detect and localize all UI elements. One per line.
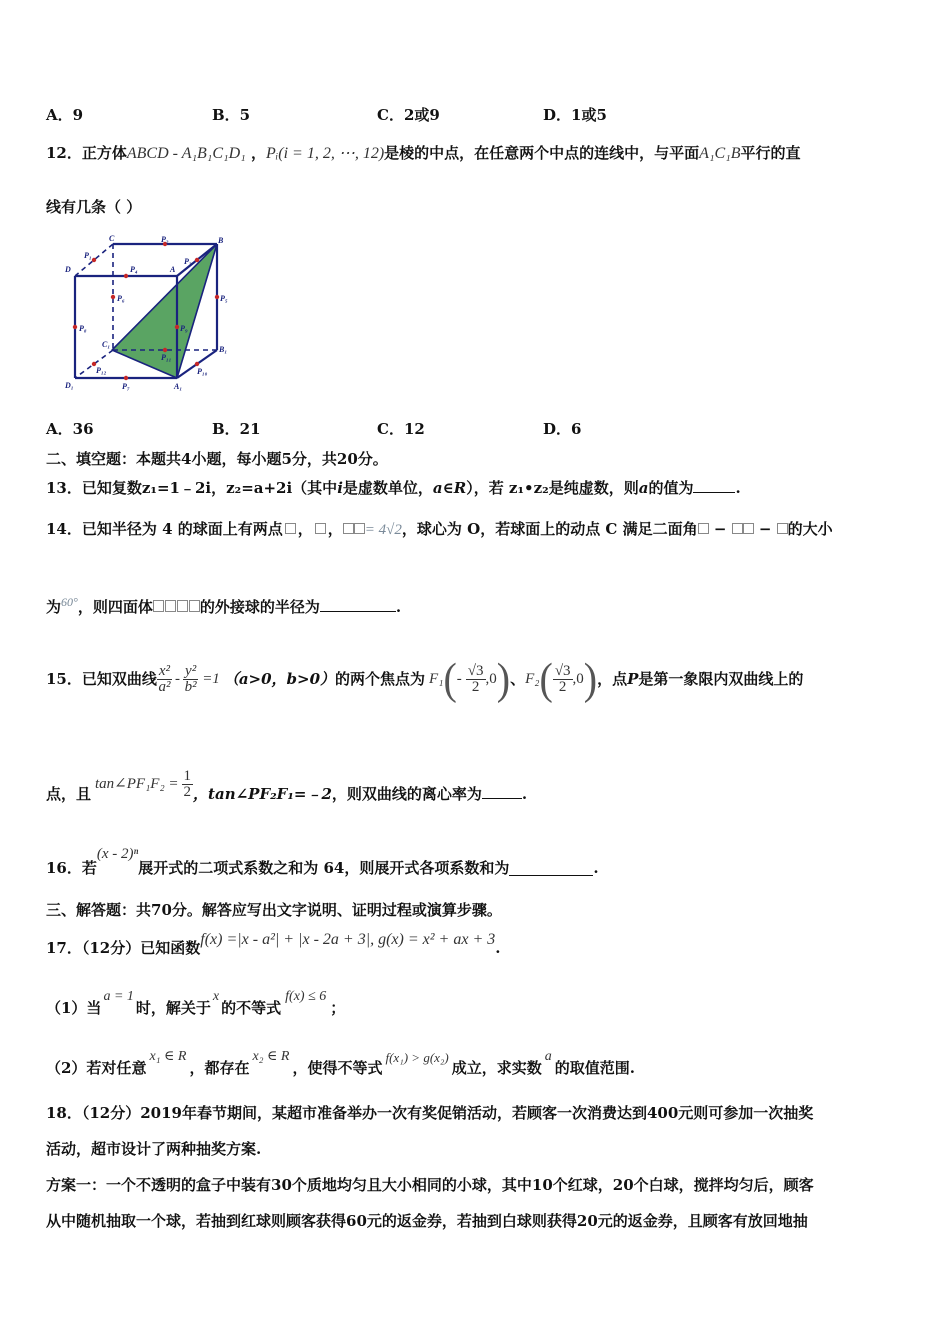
q15-paren-open-2: (: [539, 653, 553, 704]
q12-pi: Pᵢ(i = 1, 2, ⋯, 12): [265, 145, 385, 162]
q15-text-b: 的两个焦点为: [335, 669, 426, 688]
q15-paren-open-1: (: [443, 653, 457, 704]
q15-paren-close-2: ): [583, 653, 598, 704]
q12-line1: 12．正方体ABCD - A₁B₁C₁D₁ ，Pᵢ(i = 1, 2, ⋯, 12)是棱的中点，在任意两个中点的连线中，与平面A₁C₁B平行的直: [46, 144, 801, 162]
q17-p1-end: ；: [330, 999, 346, 1017]
q11-option-b: B．5: [212, 106, 251, 124]
q12-suffix: 平行的直: [740, 144, 801, 162]
q13-text-c: ），若 z₁•z₂是纯虚数，则: [466, 479, 639, 497]
q14-line2-c: 的外接球的半径为: [199, 598, 320, 616]
section-3-heading: 三、解答题：共70分。解答应写出文字说明、证明过程或演算步骤。: [46, 901, 502, 919]
q15-f2: F₂: [525, 670, 540, 687]
q17-p1-cond: a = 1: [103, 989, 134, 1004]
q13-i: i: [337, 479, 343, 497]
q12-option-d: D．6: [543, 420, 582, 438]
fig-label-P1: P₁: [84, 251, 92, 260]
q14-line1: [46, 522, 833, 538]
q11-option-d: D．1或5: [543, 106, 607, 124]
q17-p2-b: ，都存在: [189, 1059, 250, 1077]
q15-minus: -: [175, 670, 181, 687]
q17-p2-ineq: f(x₁) > g(x₂): [385, 1050, 449, 1065]
q14-tet-box-4: [189, 600, 200, 612]
fig-label-A1: A₁: [174, 382, 183, 391]
q17-p2-a-var: a: [544, 1049, 552, 1064]
q17-p2-d: 成立，求实数: [451, 1059, 542, 1077]
q14-line2-b: ，则四面体: [77, 598, 153, 616]
q15-frac-y: [183, 664, 198, 695]
q15-end: .: [521, 785, 528, 803]
fig-label-D1: D₁: [65, 381, 74, 390]
q15-tan2: ，tan∠PF₂F₁=﹣2: [193, 785, 332, 803]
q11-option-a: A．9: [46, 106, 84, 124]
q14-eq: = 4√2: [364, 522, 402, 538]
q12-plane: A₁C₁B: [699, 145, 741, 162]
q11-option-c: C．2或9: [377, 106, 440, 124]
q17-p1-c: 的不等式: [221, 999, 282, 1017]
q14-dash1: −: [708, 520, 732, 538]
q15-zero-b: ,0: [572, 670, 584, 687]
q14-angle: 60°: [61, 595, 78, 609]
q14-line2-a: 为: [46, 598, 62, 616]
q14-dihedral-box-1: [698, 523, 709, 534]
q16-text-b: 展开式的二项式系数之和为 64，则展开式各项系数和为: [138, 859, 510, 877]
q15-two-b: 2: [558, 678, 567, 695]
q17-p2-x1: x₁ ∈ R: [149, 1049, 187, 1064]
q12-line2: 线有几条（ ）: [46, 198, 142, 216]
q16-end: .: [593, 859, 599, 877]
q17-p2-e: 的取值范围.: [554, 1059, 636, 1077]
q12-middle: 是棱的中点，在任意两个中点的连线中，与平面: [384, 144, 700, 162]
q14-ab-box-1: [343, 523, 354, 534]
fig-label-P12: P₁₂: [96, 366, 107, 375]
q17-text-a: 17．（12分）已知函数: [46, 939, 201, 957]
q15-x2: x²: [158, 662, 171, 679]
q15-line2: [46, 762, 527, 806]
fig-label-P8: P₈: [79, 324, 87, 333]
q13: [46, 478, 741, 496]
q14-tet-box-1: [153, 600, 164, 612]
q14-sep1: ，: [297, 520, 313, 538]
q17-p1-b: 时，解关于: [135, 999, 211, 1017]
q15-answer-blank[interactable]: [482, 784, 522, 799]
fig-label-P2: P₂: [161, 235, 169, 244]
fig-label-P4: P₄: [130, 265, 138, 274]
fig-label-P10: P₁₀: [197, 367, 208, 376]
q15-frac-f1: [466, 664, 486, 695]
q17-stem: [46, 930, 500, 956]
q13-a: a: [638, 479, 649, 497]
q14-line2: [46, 596, 401, 615]
fig-label-D: D: [65, 265, 71, 274]
q16-answer-blank[interactable]: [509, 861, 593, 876]
q14-answer-blank[interactable]: [320, 597, 396, 612]
q15-eq1: =1: [202, 670, 220, 687]
q15-cond: （a>0，b>0）: [223, 669, 336, 688]
q14-sep2: ，: [327, 520, 343, 538]
q14-text-c: 的大小: [787, 520, 833, 538]
q15-one: 1: [183, 767, 192, 784]
q15-frac-f2: [553, 664, 573, 695]
fig-label-C: C: [109, 234, 115, 243]
q12-option-a: A．36: [46, 420, 94, 438]
q12-cube-figure: [60, 234, 240, 396]
q15-text-a: 15．已知双曲线: [46, 669, 157, 688]
q15-a2: a²: [158, 678, 171, 695]
q15-text-d: 是第一象限内双曲线上的: [638, 669, 804, 688]
q12-cube-name: ABCD - A₁B₁C₁D₁: [126, 145, 246, 162]
q14-text-b: ，球心为 O，若球面上的动点 C 满足二面角: [401, 520, 698, 538]
q18-line4: 从中随机抽取一个球，若抽到红球则顾客获得60元的返金券，若抽到白球则获得20元的返金券，且顾客有放回地抽: [46, 1212, 808, 1230]
q18-line1: 18．（12分）2019年春节期间，某超市准备举办一次有奖促销活动，若顾客一次消费达到400元则可参加一次抽奖: [46, 1104, 814, 1122]
q17-p1-ineq: f(x) ≤ 6: [285, 989, 327, 1004]
q15-line2-b: ，则双曲线的离心率为: [331, 785, 482, 803]
q14-dihedral-box-3: [743, 523, 754, 534]
q13-text-a: 13．已知复数: [46, 479, 142, 497]
q14-tet-box-3: [177, 600, 188, 612]
q16-expr: (x - 2)ⁿ: [96, 846, 139, 862]
q15-y2: y²: [185, 662, 197, 679]
q18-line3: 方案一：一个不透明的盒子中装有30个质地均匀且大小相同的小球，其中10个红球，20个白球，搅拌均匀后，顾客: [46, 1176, 814, 1194]
q15-p: P: [627, 669, 639, 688]
q15-two-c: 2: [183, 783, 192, 800]
q14-ab-box-2: [354, 523, 365, 534]
q14-point-b-box: [315, 523, 326, 534]
q17-p2-c: ，使得不等式: [292, 1059, 383, 1077]
q15-sep: 、: [510, 669, 526, 688]
q15-frac-x: [157, 664, 172, 695]
q17-p1-a: （1）当: [46, 999, 102, 1017]
q15-zero-a: ,0: [485, 670, 497, 687]
q14-dash2: −: [753, 520, 777, 538]
q13-answer-blank[interactable]: [693, 478, 735, 493]
q15-frac-half: [182, 769, 194, 800]
q16: [46, 846, 599, 876]
q15-sqrt3-a: √3: [467, 662, 484, 679]
q17-p1-x: x: [212, 989, 220, 1004]
fig-label-A: A: [170, 265, 176, 274]
fig-label-P11: P₁₁: [161, 353, 172, 362]
fig-label-B: B: [218, 236, 224, 245]
q16-text-a: 16．若: [46, 859, 97, 877]
q12-prefix: 12．正方体: [46, 144, 127, 162]
q17-p2-a: （2）若对任意: [46, 1059, 147, 1077]
q15-line2-a: 点，且: [46, 785, 92, 803]
fig-label-C1: C₁: [102, 340, 111, 349]
q14-dihedral-box-4: [777, 523, 788, 534]
q17-func: f(x) =|x - a²| + |x - 2a + 3|, g(x) = x² + ax + 3: [200, 931, 496, 948]
q15-tan1: tan∠PF₁F₂ =: [95, 775, 179, 792]
q15-b2: b²: [184, 678, 197, 695]
q12-option-b: B．21: [212, 420, 261, 438]
q12-option-c: C．12: [377, 420, 425, 438]
fig-label-B1: B₁: [219, 345, 228, 354]
q13-text-b: 是虚数单位，: [342, 479, 433, 497]
q14-point-a-box: [285, 523, 296, 534]
q15-sqrt3-b: √3: [554, 662, 571, 679]
fig-label-P9: P₉: [180, 324, 188, 333]
q14-dihedral-box-2: [732, 523, 743, 534]
fig-label-P3: P₃: [184, 257, 192, 266]
q15-line1: [46, 654, 803, 704]
q17-part1: [46, 986, 345, 1016]
q14-text-a: 14．已知半径为 4 的球面上有两点: [46, 520, 283, 538]
q18-line2: 活动，超市设计了两种抽奖方案.: [46, 1140, 262, 1158]
q14-end: .: [395, 598, 402, 616]
q13-z1: z₁=1﹣2i，z₂=a+2i（其中: [141, 479, 338, 497]
fig-label-P7: P₇: [122, 382, 130, 391]
q14-tet-box-2: [165, 600, 176, 612]
q13-text-d: 的值为: [648, 479, 694, 497]
q17-end: .: [495, 939, 501, 957]
q15-text-c: ，点: [597, 669, 628, 688]
q15-paren-close-1: ): [496, 653, 511, 704]
q15-two-a: 2: [471, 678, 480, 695]
fig-label-P6: P₆: [117, 294, 125, 303]
fig-label-P5: P₅: [220, 294, 228, 303]
q13-cond: a∈R: [432, 479, 467, 497]
q13-end: .: [735, 479, 741, 497]
section-2-heading: 二、填空题：本题共4小题，每小题5分，共20分。: [46, 450, 388, 468]
q17-p2-x2: x₂ ∈ R: [252, 1049, 290, 1064]
q15-f1: F₁: [429, 670, 444, 687]
q17-part2: [46, 1046, 635, 1076]
q15-neg: -: [456, 670, 462, 687]
